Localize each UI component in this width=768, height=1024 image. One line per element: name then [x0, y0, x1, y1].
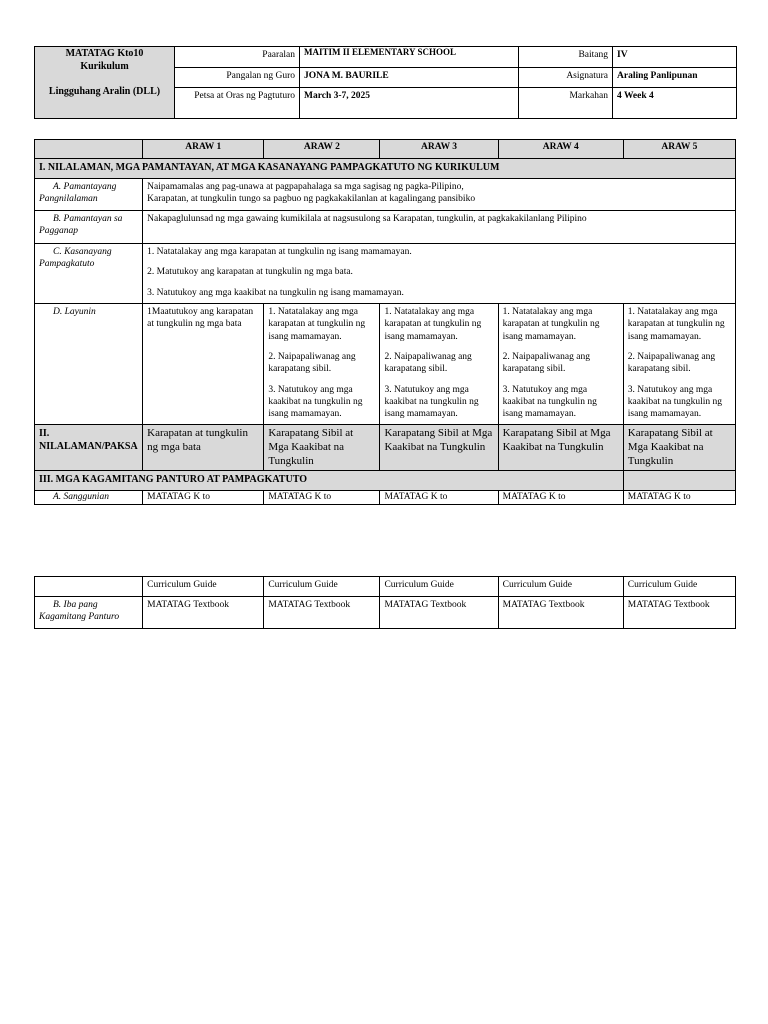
content-day1: Karapatan at tungkulin ng mga bata: [143, 425, 264, 471]
objectives-day2: 1. Natatalakay ang mga karapatan at tungkulin ng isang mamamayan. 2. Naipapaliwanag ang karapatang sibil. 3. Natutukoy ang mga kaakibat na tungkulin ng isang mamamayan.: [264, 304, 380, 425]
corner-cell: [35, 140, 143, 159]
day-header: ARAW 3: [380, 140, 498, 159]
curriculum-guide-day2: Curriculum Guide: [264, 577, 380, 597]
references-day2: MATATAG K to: [264, 491, 380, 504]
section-heading-blank: [623, 471, 735, 491]
header-table: [34, 46, 737, 119]
curriculum-guide-day4: Curriculum Guide: [498, 577, 623, 597]
content-day5: Karapatang Sibil at Mga Kaakibat na Tungkulin: [623, 425, 735, 471]
date-label: Petsa at Oras ng Pagtuturo: [175, 88, 300, 119]
curriculum-guide-day3: Curriculum Guide: [380, 577, 498, 597]
objectives-day4: 1. Natatalakay ang mga karapatan at tungkulin ng isang mamamayan. 2. Naipapaliwanag ang karapatang sibil. 3. Natutukoy ang mga kaakibat na tungkulin ng isang mamamayan.: [498, 304, 623, 425]
curriculum-guide-day5: Curriculum Guide: [623, 577, 735, 597]
content-standard: Naipamamalas ang pag-unawa at pagpapahalaga sa mga sagisag ng pagka-Pilipino, Karapatan, at tungkulin tungo sa pagbuo ng pagkakakilanlan at kagalingang pansibiko: [143, 179, 736, 211]
textbook-day1: MATATAG Textbook: [143, 597, 264, 629]
row-label-competency: C. Kasanayang Pampagkatuto: [35, 244, 143, 304]
row-label-content: II. NILALAMAN/PAKSA: [35, 425, 143, 471]
blank-cell: [35, 577, 143, 597]
learning-competencies: 1. Natatalakay ang mga karapatan at tungkulin ng isang mamamayan. 2. Matutukoy ang karapatan at tungkulin ng mga bata. 3. Natutukoy ang mga kaakibat na tungkulin ng isang mamamayan.: [143, 244, 736, 304]
textbook-day4: MATATAG Textbook: [498, 597, 623, 629]
section-heading: III. MGA KAGAMITANG PANTURO AT PAMPAGKATUTO: [35, 471, 624, 491]
objectives-day3: 1. Natatalakay ang mga karapatan at tungkulin ng isang mamamayan. 2. Naipapaliwanag ang karapatang sibil. 3. Natutukoy ang mga kaakibat na tungkulin ng isang mamamayan.: [380, 304, 498, 425]
quarter-value: 4 Week 4: [613, 88, 737, 119]
performance-standard: Nakapaglulunsad ng mga gawaing kumikilala at nagsusulong sa Karapatan, tungkulin, at pagkakakilanlang Pilipino: [143, 211, 736, 244]
school-value: MAITIM II ELEMENTARY SCHOOL: [300, 47, 519, 68]
objectives-day5: 1. Natatalakay ang mga karapatan at tungkulin ng isang mamamayan. 2. Naipapaliwanag ang karapatang sibil. 3. Natutukoy ang mga kaakibat na tungkulin ng isang mamamayan.: [623, 304, 735, 425]
teacher-value: JONA M. BAURILE: [300, 68, 519, 88]
row-label-content-standard: A. Pamantayang Pangnilalaman: [35, 179, 143, 211]
grade-value: IV: [613, 47, 737, 68]
content-day4: Karapatang Sibil at Mga Kaakibat na Tungkulin: [498, 425, 623, 471]
row-label-references: A. Sanggunian: [35, 491, 143, 504]
textbook-day2: MATATAG Textbook: [264, 597, 380, 629]
subject-label: Asignatura: [519, 68, 613, 88]
curriculum-guide-day1: Curriculum Guide: [143, 577, 264, 597]
lesson-table: [34, 139, 736, 505]
day-header: ARAW 5: [623, 140, 735, 159]
teacher-label: Pangalan ng Guro: [175, 68, 300, 88]
grade-label: Baitang: [519, 47, 613, 68]
day-header: ARAW 1: [143, 140, 264, 159]
day-header: ARAW 4: [498, 140, 623, 159]
day-header: ARAW 2: [264, 140, 380, 159]
references-day4: MATATAG K to: [498, 491, 623, 504]
dll-title: MATATAG Kto10 Kurikulum Lingguhang Aralin (DLL): [35, 47, 175, 119]
references-day1: MATATAG K to: [143, 491, 264, 504]
row-label-objectives: D. Layunin: [35, 304, 143, 425]
school-label: Paaralan: [175, 47, 300, 68]
row-label-other-materials: B. Iba pang Kagamitang Panturo: [35, 597, 143, 629]
textbook-day5: MATATAG Textbook: [623, 597, 735, 629]
content-day2: Karapatang Sibil at Mga Kaakibat na Tungkulin: [264, 425, 380, 471]
continuation-table: [34, 576, 736, 629]
row-label-performance-standard: B. Pamantayan sa Pagganap: [35, 211, 143, 244]
content-day3: Karapatang Sibil at Mga Kaakibat na Tungkulin: [380, 425, 498, 471]
quarter-label: Markahan: [519, 88, 613, 119]
subject-value: Araling Panlipunan: [613, 68, 737, 88]
references-day3: MATATAG K to: [380, 491, 498, 504]
textbook-day3: MATATAG Textbook: [380, 597, 498, 629]
references-day5: MATATAG K to: [623, 491, 735, 504]
objectives-day1: 1Maatutukoy ang karapatan at tungkulin ng mga bata: [143, 304, 264, 425]
date-value: March 3-7, 2025: [300, 88, 519, 119]
section-heading: I. NILALAMAN, MGA PAMANTAYAN, AT MGA KASANAYANG PAMPAGKATUTO NG KURIKULUM: [35, 159, 736, 179]
